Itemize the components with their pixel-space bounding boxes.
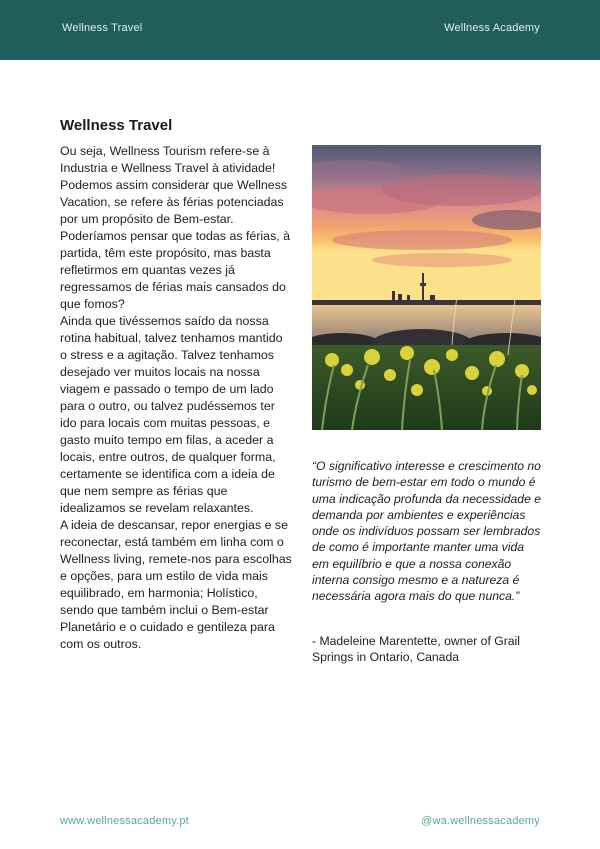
sunset-lake-photo (312, 145, 541, 430)
paragraph: Ou seja, Wellness Tourism refere-se à Industria e Wellness Travel à atividade! (60, 144, 276, 175)
paragraph: Poderíamos pensar que todas as férias, à partida, têm este propósito, mas basta refletirmos em quantas vezes já regressamos de férias mais cansados do que fomos? (60, 229, 291, 311)
footer-website: www.wellnessacademy.pt (60, 815, 189, 827)
footer-social-handle: @wa.wellnessacademy (421, 815, 540, 827)
header-bar (0, 0, 600, 60)
page-title: Wellness Travel (60, 117, 173, 134)
paragraph: A ideia de descansar, repor energias e se reconectar, está também em linha com o Wellness living, remete-nos para escolhas e opções, para um estilo de vida mais equilibrado, em harmonia; Holístico, sendo que também inclui o Bem-estar Planetário e o cuidado e gentileza para com os outros. (60, 518, 292, 651)
paragraph: Podemos assim considerar que Wellness Vacation, se refere às férias potenciadas por um propósito de Bem-estar. (60, 178, 288, 226)
pull-quote: “O significativo interesse e crescimento no turismo de bem-estar em todo o mundo é uma indicação profunda da necessidade e demanda por ambientes e experiências onde os indivíduos possam ser lembrados de como é importante manter uma vida em equilíbrio e que a nossa conexão interna consigo mesmo e a natureza é necessária agora mais do que nunca.” (312, 459, 542, 604)
quote-attribution: - Madeleine Marentette, owner of Grail Springs in Ontario, Canada (312, 634, 520, 665)
article-body (60, 143, 292, 653)
header-right-label: Wellness Academy (444, 22, 540, 34)
header-left-label: Wellness Travel (62, 22, 143, 34)
paragraph: Ainda que tivéssemos saído da nossa rotina habitual, talvez tenhamos mantido o stress e a agitação. Talvez tenhamos desejado ver muitos locais na nossa viagem e passado o tempo de um lado para o outro, ou talvez pudéssemos ter ido para locais com muitas pessoas, e gasto muito tempo em filas, a aceder a locais, entre outros, de qualquer forma, certamente se identifica com a ideia de que nem sempre as férias que idealizamos se revelam relaxantes. (60, 314, 283, 515)
